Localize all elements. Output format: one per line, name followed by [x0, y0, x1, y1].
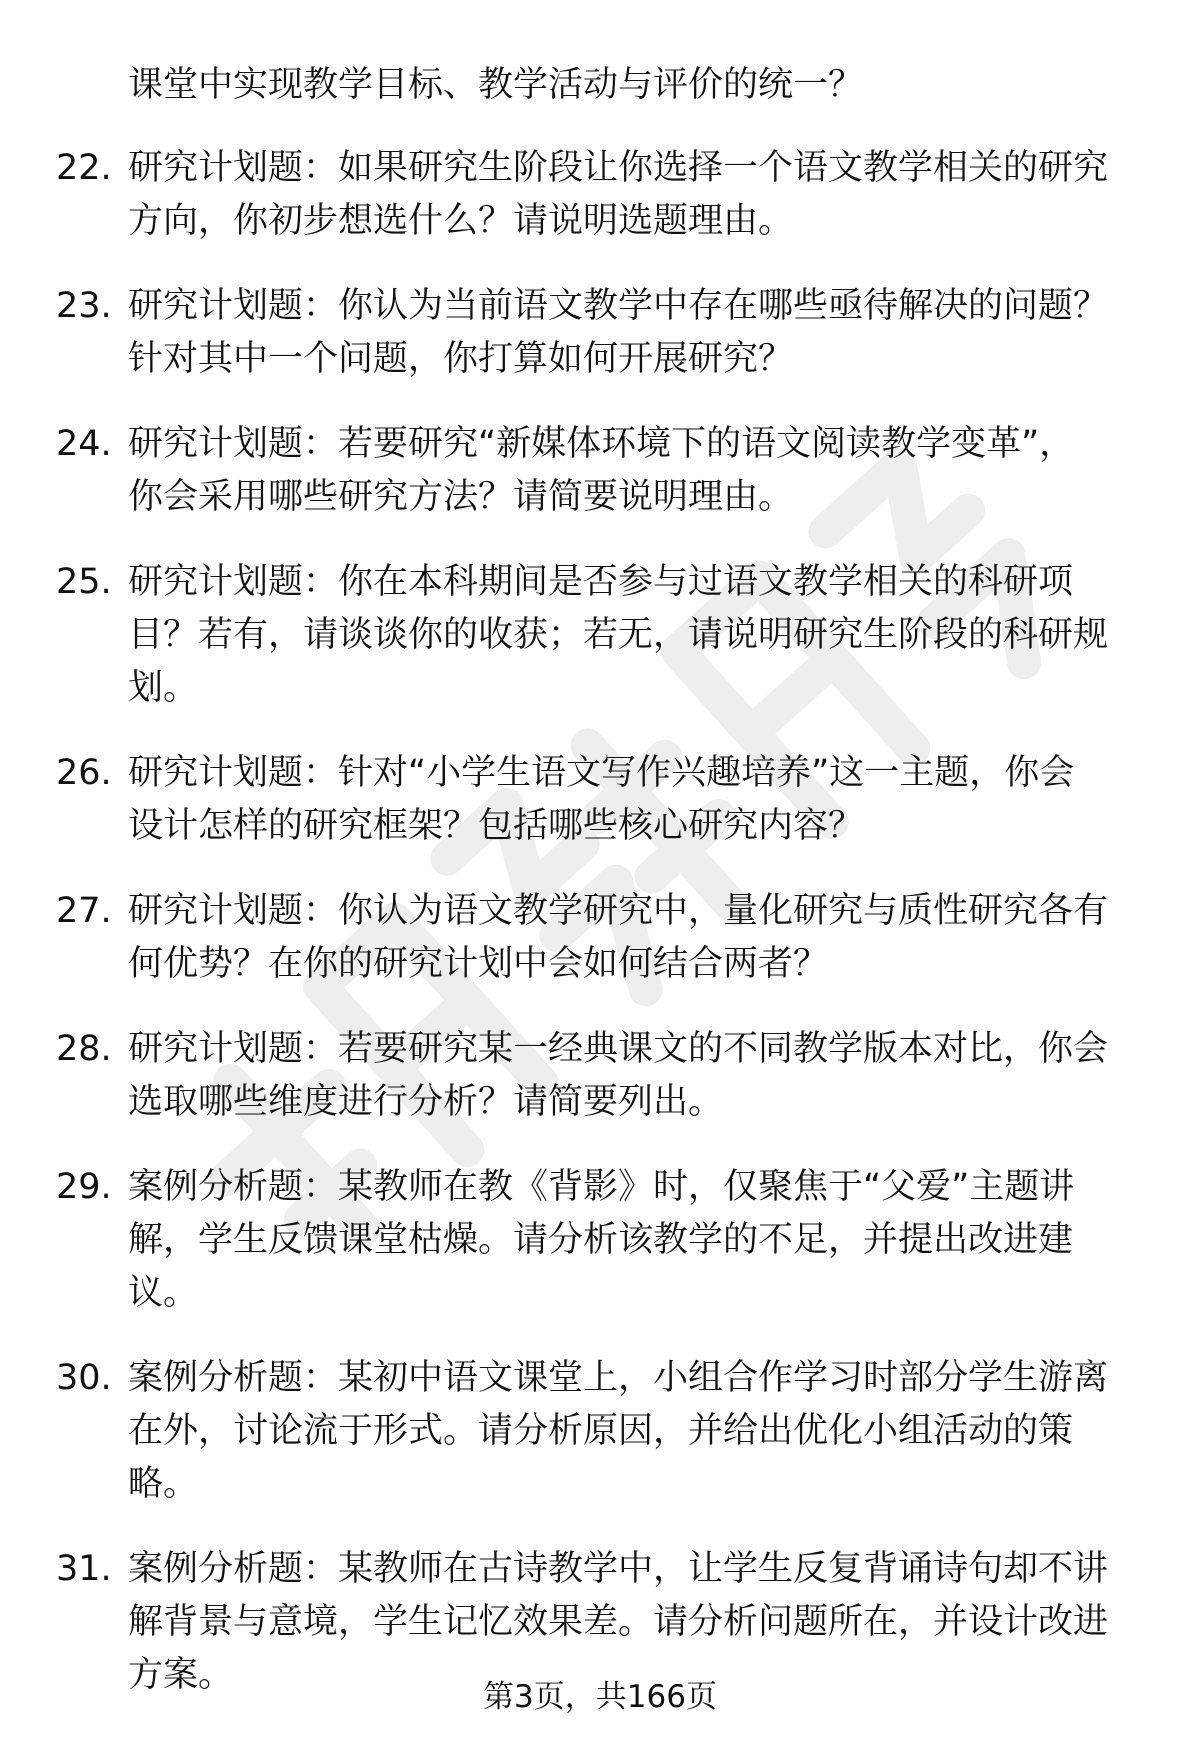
question-item: [0, 142, 1148, 248]
question-text-line: 针对其中一个问题，你打算如何开展研究？: [128, 339, 794, 379]
question-text-line: 何优势？在你的研究计划中会如何结合两者？: [128, 944, 829, 984]
question-text-line: 方案。: [128, 1655, 234, 1695]
question-text-line: 研究计划题：你在本科期间是否参与过语文教学相关的科研项: [128, 562, 1074, 602]
question-item: [0, 418, 1148, 524]
question-item: [0, 556, 1148, 715]
question-number: 24.: [56, 424, 112, 464]
question-text-line: 研究计划题：若要研究“新媒体环境下的语文阅读教学变革”，: [128, 424, 1075, 464]
question-item: [0, 747, 1148, 853]
question-number: 25.: [56, 562, 112, 602]
question-text-line: 案例分析题：某初中语文课堂上，小组合作学习时部分学生游离: [128, 1358, 1109, 1398]
question-text-line: 你会采用哪些研究方法？请简要说明理由。: [128, 477, 794, 517]
question-text-line: 研究计划题：若要研究某一经典课文的不同教学版本对比，你会: [128, 1029, 1109, 1069]
continuation-text: 课堂中实现教学目标、教学活动与评价的统一？: [128, 65, 864, 105]
question-text-line: 解背景与意境，学生记忆效果差。请分析问题所在，并设计改进: [128, 1602, 1109, 1642]
question-number: 29.: [56, 1167, 112, 1207]
question-item: [0, 1352, 1148, 1511]
question-item: [0, 1161, 1148, 1320]
question-text-line: 略。: [128, 1464, 199, 1504]
question-number: 26.: [56, 753, 112, 793]
question-number: 22.: [56, 148, 112, 188]
question-text-line: 研究计划题：针对“小学生语文写作兴趣培养”这一主题，你会: [128, 753, 1075, 793]
question-number: 28.: [56, 1029, 112, 1069]
question-text-line: 划。: [128, 668, 199, 708]
question-text-line: 设计怎样的研究框架？包括哪些核心研究内容？: [128, 806, 864, 846]
question-number: 30.: [56, 1358, 112, 1398]
question-number: 27.: [56, 891, 112, 931]
question-item: [0, 280, 1148, 386]
question-text-line: 研究计划题：你认为语文教学研究中，量化研究与质性研究各有: [128, 891, 1109, 931]
question-text-line: 在外，讨论流于形式。请分析原因，并给出优化小组活动的策: [128, 1411, 1074, 1451]
question-text-line: 研究计划题：如果研究生阶段让你选择一个语文教学相关的研究: [128, 148, 1109, 188]
question-text-line: 目？若有，请谈谈你的收获；若无，请说明研究生阶段的科研规: [128, 615, 1109, 655]
question-list: [0, 142, 1200, 1734]
question-text-line: 选取哪些维度进行分析？请简要列出。: [128, 1082, 724, 1122]
question-item: [0, 885, 1148, 991]
question-item: [0, 1023, 1148, 1129]
page-indicator: 第3页，共166页: [483, 1679, 717, 1715]
question-number: 23.: [56, 286, 112, 326]
question-text-line: 案例分析题：某教师在古诗教学中，让学生反复背诵诗句却不讲: [128, 1549, 1109, 1589]
question-number: 31.: [56, 1549, 112, 1589]
question-text-line: 案例分析题：某教师在教《背影》时，仅聚焦于“父爱”主题讲: [128, 1167, 1075, 1207]
question-text-line: 研究计划题：你认为当前语文教学中存在哪些亟待解决的问题？: [128, 286, 1109, 326]
question-text-line: 解，学生反馈课堂枯燥。请分析该教学的不足，并提出改进建: [128, 1220, 1074, 1260]
question-text-line: 方向，你初步想选什么？请说明选题理由。: [128, 201, 794, 241]
question-text-line: 议。: [128, 1273, 199, 1313]
